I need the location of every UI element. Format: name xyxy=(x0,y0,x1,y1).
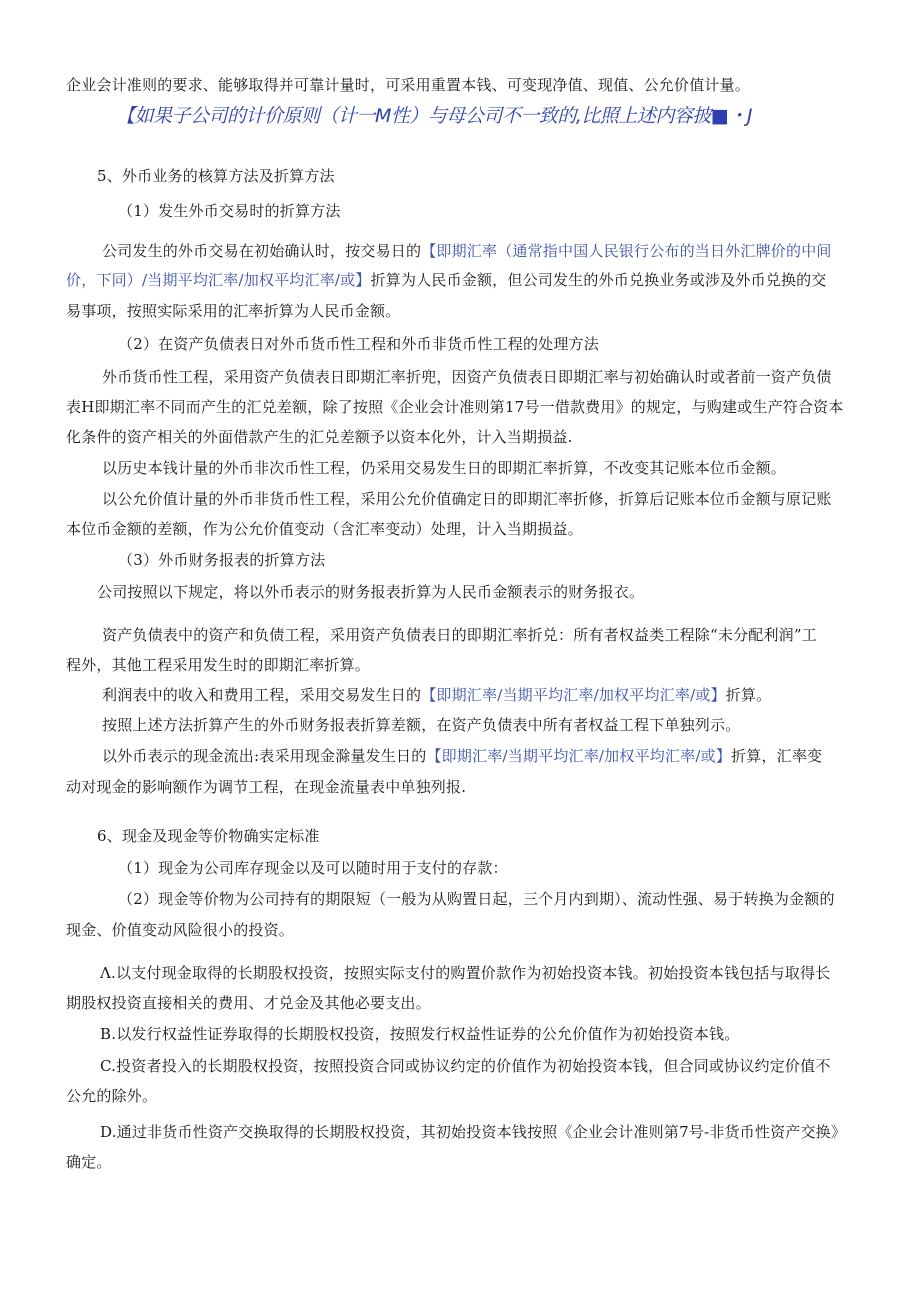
text-line: 表H即期汇率不同而产生的汇兑差额，除了按照《企业会计准则第17号一借款费用》的规定，与购建或生产符合资本 xyxy=(66,398,844,416)
placeholder-rate: 【即期汇率（通常指中国人民银行公布的当日外汇牌价的中间 xyxy=(421,242,832,260)
section-heading-5: 5、外币业务的核算方法及折算方法 xyxy=(97,167,335,185)
text-line: 公允的除外。 xyxy=(66,1087,158,1105)
text-line: 价，下同）/当期平均汇率/加权平均汇率/或】折算为人民币金额，但公司发生的外币兑换业务或涉及外币兑换的交 xyxy=(66,271,827,289)
list-item-c: C.投资者投入的长期股权投资，按照投资合同或协议约定的价值作为初始投资本钱，但合同或协议约定价值不 xyxy=(100,1057,831,1075)
text-line: 企业会计准则的要求、能够取得并可靠计量时，可采用重置本钱、可变现净值、现值、公允价值计量。 xyxy=(66,76,751,94)
text-line: 以公允价值计量的外币非货币性工程，采用公允价值确定日的即期汇率折修，折算后记账本位币金额与原记账 xyxy=(102,490,832,508)
placeholder-rate: 价，下同）/当期平均汇率/加权平均汇率/或】 xyxy=(66,271,371,289)
placeholder-rate: 【即期汇率/当期平均汇率/加权平均汇率/或】 xyxy=(426,747,732,765)
subsection-heading: （1）发生外币交易时的折算方法 xyxy=(118,202,341,220)
text-line: 易事项，按照实际采用的汇率折算为人民币金额。 xyxy=(66,302,401,320)
text-line: 本位币金额的差额，作为公允价值变动（含汇率变动）处理，计入当期损益。 xyxy=(66,520,583,538)
text-line: 公司发生的外币交易在初始确认时，按交易日的【即期汇率（通常指中国人民银行公布的当日外汇牌价的中间 xyxy=(102,242,832,260)
text-line: 按照上述方法折算产生的外币财务报表折算差额，在资产负债表中所有者权益工程下单独列示。 xyxy=(102,716,741,734)
text-line: 确定。 xyxy=(66,1153,112,1171)
text-line: 程外，其他工程采用发生时的即期汇率折算。 xyxy=(66,656,371,674)
text-line: 现金、价值变动风险很小的投资。 xyxy=(66,921,295,939)
subsection-heading: （2）在资产负债表日对外币货币性工程和外币非货币性工程的处理方法 xyxy=(118,335,599,353)
text-line: 外币货币性工程，采用资产负债表日即期汇率折兜，因资产负债表日即期汇率与初始确认时或者前一资产负债 xyxy=(102,368,832,386)
text-line: 利润表中的收入和费用工程，采用交易发生日的【即期汇率/当期平均汇率/加权平均汇率/或】折算。 xyxy=(102,686,772,704)
text-line: 以历史本钱计量的外币非次币性工程，仍采用交易发生日的即期汇率折算，不改变其记账本位币金额。 xyxy=(102,459,787,477)
list-item-b: B.以发行权益性证券取得的长期股权投资，按照发行权益性证券的公允价值作为初始投资本钱。 xyxy=(100,1025,740,1043)
bracket-note: 【如果子公司的计价原则（计一M性）与母公司不一致的,比照上述内容披■・J xyxy=(116,105,752,127)
text-line: 公司按照以下规定，将以外币表示的财务报表折算为人民币金额表示的财务报衣。 xyxy=(97,583,645,601)
section-heading-6: 6、现金及现金等价物确实定标准 xyxy=(97,827,320,845)
text-line: （2）现金等价物为公司持有的期限短（一般为从购置日起，三个月内到期）、流动性强、易于转换为金额的 xyxy=(118,890,835,908)
list-item-d: D.通过非货币性资产交换取得的长期股权投资，其初始投资本钱按照《企业会计准则第7号-非货币性资产交换》 xyxy=(100,1123,847,1141)
list-item-a: Λ.以支付现金取得的长期股权投资，按照实际支付的购置价款作为初始投资本钱。初始投资本钱包括与取得长 xyxy=(100,964,831,982)
subsection-heading: （3）外币财务报表的折算方法 xyxy=(118,551,326,569)
text-line: 以外币表示的现金流出:表采用现金滁量发生日的【即期汇率/当期平均汇率/加权平均汇率/或】折算，汇率变 xyxy=(102,747,823,765)
text-line: 动对现金的影响额作为调节工程，在现金流量表中单独列报. xyxy=(66,778,467,796)
text-line: 化条件的资产相关的外面借款产生的汇兑差额予以资本化外，计入当期损益. xyxy=(66,428,573,446)
placeholder-rate: 【即期汇率/当期平均汇率/加权平均汇率/或】 xyxy=(421,686,726,704)
text-line: 资产负债表中的资产和负债工程，采用资产负债表日的即期汇率折兑：所有者权益类工程除“未分配利润”工 xyxy=(102,626,817,644)
text-line: （1）现金为公司库存现金以及可以随时用于支付的存款： xyxy=(118,859,508,877)
text-line: 期股权投资直接相关的费用、才兑金及其他必要支出。 xyxy=(66,994,431,1012)
